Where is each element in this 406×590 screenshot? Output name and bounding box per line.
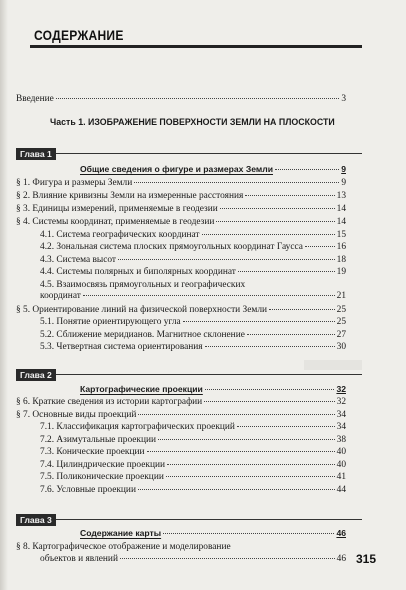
dot-leader <box>205 389 335 390</box>
dot-leader <box>138 489 335 490</box>
toc-entry-title: § 8. Картографическое отображение и моделирование <box>16 542 231 552</box>
chapter-3-heading[interactable] <box>80 528 346 539</box>
toc-subentry[interactable] <box>40 317 346 328</box>
part-title: Часть 1. ИЗОБРАЖЕНИЕ ПОВЕРХНОСТИ ЗЕМЛИ НА ПЛОСКОСТИ <box>50 117 335 128</box>
toc-entry-title: § 6. Краткие сведения из истории картографии <box>16 397 203 407</box>
toc-entry-title: координат <box>40 291 81 301</box>
toc-subentry-continued[interactable] <box>40 291 346 302</box>
page-title: СОДЕРЖАНИЕ <box>34 27 124 43</box>
dot-leader <box>238 271 335 272</box>
dot-leader <box>275 169 339 170</box>
toc-entry[interactable] <box>16 397 346 408</box>
toc-entry-page: 18 <box>336 255 346 265</box>
toc-entry[interactable] <box>16 542 346 553</box>
toc-entry-title: 4.1. Система географических координат <box>40 230 200 240</box>
scan-smudge <box>304 360 362 370</box>
chapter-heading-title: Общие сведения о фигуре и размерах Земли <box>80 164 273 174</box>
toc-entry-title: 5.1. Понятие ориентирующего угла <box>40 317 181 327</box>
dot-leader <box>245 195 334 196</box>
chapter-rule <box>16 153 362 154</box>
toc-entry-title: 7.5. Поликонические проекции <box>40 472 164 482</box>
toc-entry-page: 40 <box>336 460 346 470</box>
toc-entry-page: 19 <box>336 267 346 277</box>
toc-subentry[interactable] <box>40 255 346 266</box>
toc-subentry[interactable] <box>40 267 346 278</box>
chapter-rule <box>16 519 362 520</box>
dot-leader <box>134 182 339 183</box>
chapter-2-label: Глава 2 <box>16 369 56 381</box>
toc-entry-title: § 3. Единицы измерений, применяемые в геодезии <box>16 204 218 214</box>
toc-entry[interactable] <box>16 191 346 202</box>
chapter-1-label: Глава 1 <box>16 148 56 160</box>
toc-entry-page: 25 <box>336 305 346 315</box>
dot-leader <box>204 401 334 402</box>
toc-entry[interactable] <box>16 178 346 189</box>
toc-subentry[interactable] <box>40 485 346 496</box>
dot-leader <box>118 259 335 260</box>
toc-entry-title: 4.4. Системы полярных и биполярных координат <box>40 267 236 277</box>
toc-entry[interactable] <box>16 204 346 215</box>
toc-entry-title: 4.2. Зональная система плоских прямоугольных координат Гаусса <box>40 242 303 252</box>
toc-entry-page: 44 <box>336 485 346 495</box>
dot-leader <box>205 346 335 347</box>
toc-entry-page: 32 <box>336 397 346 407</box>
toc-entry-page: 16 <box>336 242 346 252</box>
toc-subentry[interactable] <box>40 422 346 433</box>
toc-entry-page: 14 <box>336 217 346 227</box>
toc-entry-page: 15 <box>336 230 346 240</box>
toc-entry-page: 27 <box>336 330 346 340</box>
toc-entry-title: § 5. Ориентирование линий на физической поверхности Земли <box>16 305 268 315</box>
dot-leader <box>183 321 335 322</box>
toc-intro-page: 3 <box>341 94 346 104</box>
toc-subentry[interactable] <box>40 342 346 353</box>
toc-entry-page: 34 <box>336 422 346 432</box>
dot-leader <box>202 234 335 235</box>
dot-leader <box>237 426 335 427</box>
toc-entry-page: 38 <box>336 435 346 445</box>
chapter-heading-title: Картографические проекции <box>80 384 203 394</box>
dot-leader <box>216 221 334 222</box>
toc-entry-continued[interactable] <box>40 554 346 565</box>
dot-leader <box>163 533 334 534</box>
toc-entry-page: 25 <box>336 317 346 327</box>
toc-entry-title: § 1. Фигура и размеры Земли <box>16 178 133 188</box>
chapter-heading-page: 9 <box>341 164 346 174</box>
dot-leader <box>56 98 340 99</box>
chapter-heading-page: 46 <box>336 528 346 538</box>
dot-leader <box>167 464 335 465</box>
toc-entry-title: 4.5. Взаимосвязь прямоугольных и географических <box>40 280 246 290</box>
toc-entry-title: 7.6. Условные проекции <box>40 485 136 495</box>
toc-subentry[interactable] <box>40 242 346 253</box>
toc-entry-page: 30 <box>336 342 346 352</box>
toc-entry-page: 13 <box>336 191 346 201</box>
toc-intro-title: Введение <box>16 94 54 104</box>
toc-entry-page: 9 <box>341 178 346 188</box>
dot-leader <box>138 414 334 415</box>
toc-entry-page: 40 <box>336 447 346 457</box>
toc-subentry[interactable] <box>40 230 346 241</box>
dot-leader <box>166 476 335 477</box>
toc-subentry[interactable] <box>40 447 346 458</box>
toc-entry-page: 41 <box>336 472 346 482</box>
dot-leader <box>247 334 335 335</box>
toc-entry[interactable] <box>16 305 346 316</box>
chapter-1-heading[interactable] <box>80 164 346 175</box>
dot-leader <box>220 208 335 209</box>
toc-entry-title: § 2. Влияние кривизны Земли на измеренные расстояния <box>16 191 244 201</box>
toc-entry-title: 5.3. Четвертная система ориентирования <box>40 342 203 352</box>
toc-subentry[interactable] <box>40 460 346 471</box>
dot-leader <box>147 451 335 452</box>
toc-entry-title: 4.3. Система высот <box>40 255 117 265</box>
toc-intro[interactable] <box>16 94 346 105</box>
dot-leader <box>120 558 335 559</box>
chapter-heading-title: Содержание карты <box>80 528 162 538</box>
scan-edge-shadow <box>0 0 8 590</box>
toc-entry-page: 21 <box>336 291 346 301</box>
toc-entry-page: 34 <box>336 410 346 420</box>
toc-entry-title: 7.4. Цилиндрические проекции <box>40 460 166 470</box>
toc-entry-page: 14 <box>336 204 346 214</box>
toc-entry-title: объектов и явлений <box>40 554 118 564</box>
toc-entry-title: 7.3. Конические проекции <box>40 447 145 457</box>
header-rule <box>30 45 362 48</box>
page-number: 315 <box>356 552 377 566</box>
chapter-3-label: Глава 3 <box>16 514 56 526</box>
toc-subentry[interactable] <box>40 330 346 341</box>
chapter-heading-page: 32 <box>336 384 346 394</box>
toc-entry[interactable] <box>16 217 346 228</box>
toc-subentry[interactable] <box>40 472 346 483</box>
toc-entry-page: 46 <box>336 554 346 564</box>
dot-leader <box>269 309 335 310</box>
toc-entry-title: § 7. Основные виды проекций <box>16 410 137 420</box>
toc-subentry[interactable] <box>40 280 346 291</box>
dot-leader <box>83 295 335 296</box>
toc-entry-title: § 4. Системы координат, применяемые в геодезии <box>16 217 215 227</box>
dot-leader <box>158 439 335 440</box>
toc-entry[interactable] <box>16 410 346 421</box>
dot-leader <box>305 246 335 247</box>
chapter-rule <box>16 374 362 375</box>
chapter-2-heading[interactable] <box>80 384 346 395</box>
toc-entry-title: 7.2. Азимутальные проекции <box>40 435 157 445</box>
toc-subentry[interactable] <box>40 435 346 446</box>
toc-entry-title: 5.2. Сближение меридианов. Магнитное склонение <box>40 330 245 340</box>
toc-entry-title: 7.1. Классификация картографических проекций <box>40 422 235 432</box>
